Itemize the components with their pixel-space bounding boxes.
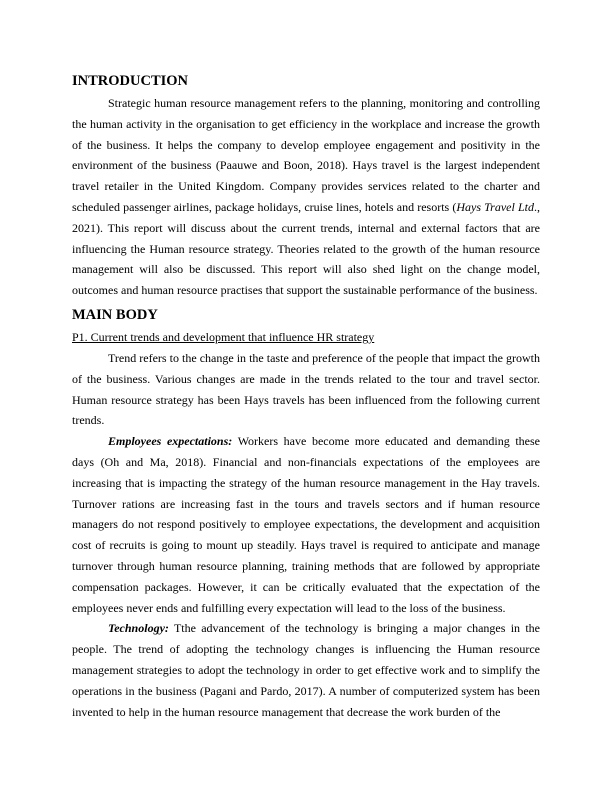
section-subheading: P1. Current trends and development that influence HR strategy xyxy=(72,329,375,344)
document-page xyxy=(72,70,540,722)
trends-paragraph: Trend refers to the change in the taste and preference of the people that impact the growth of the business. Various changes are made in the trends related to the tour and travel sector. Human resource strategy has been Hays travels has been influenced from the following current trends. xyxy=(72,350,540,428)
employees-label: Employees expectations: xyxy=(108,434,233,449)
introduction-paragraph xyxy=(72,93,540,301)
technology-label: Technology: xyxy=(108,621,169,636)
introduction-text-part2: ., 2021). This report will discuss about the current trends, internal and external factors that are influencing the Human resource strategy. Theories related to the growth of the human resource management will also be discussed. This report will also shed light on the change model, outcomes and human resource practises that support the sustainable performance of the business. xyxy=(72,199,540,298)
introduction-heading: INTRODUCTION xyxy=(72,73,189,89)
technology-text: Tthe advancement of the technology is bringing a major changes in the people. The trend of adopting the technology changes is influencing the Human resource management strategies to adopt the technology in order to get effective work and to simplify the operations in the business (Pagani and Pardo, 2017). A number of computerized system has been invented to help in the human resource management that decrease the work burden of the xyxy=(72,621,540,719)
main-body-heading: MAIN BODY xyxy=(72,306,158,323)
introduction-citation: Hays Travel Ltd xyxy=(456,199,534,214)
employees-text: Workers have become more educated and demanding these days (Oh and Ma, 2018). Financial and non-financials expectations of the employees are increasing that is impacting the strategy of the human resource management in the Hay travels. Turnover rations are increasing fast in the tours and travels sectors and if human resource managers do not respond positively to employee expectations, the development and acquisition cost of recruits is going to mount up steadily. Hays travel is required to anticipate and manage turnover through human resource planning, training methods that are followed by appropriate compensation packages. However, it can be critically evaluated that the expectation of the employees never ends and fulfilling every expectation will lead to the loss of the business. xyxy=(72,434,541,615)
employees-paragraph xyxy=(72,431,540,618)
technology-paragraph xyxy=(72,618,540,722)
introduction-text-part1: Strategic human resource management refers to the planning, monitoring and controlling the human activity in the organisation to get efficiency in the workplace and increase the growth of the business. It helps the company to develop employee engagement and positivity in the environment of the business (Paauwe and Boon, 2018). Hays travel is the largest independent travel retailer in the United Kingdom. Company provides services related to the charter and scheduled passenger airlines, package holidays, cruise lines, hotels and resorts ( xyxy=(72,96,540,214)
